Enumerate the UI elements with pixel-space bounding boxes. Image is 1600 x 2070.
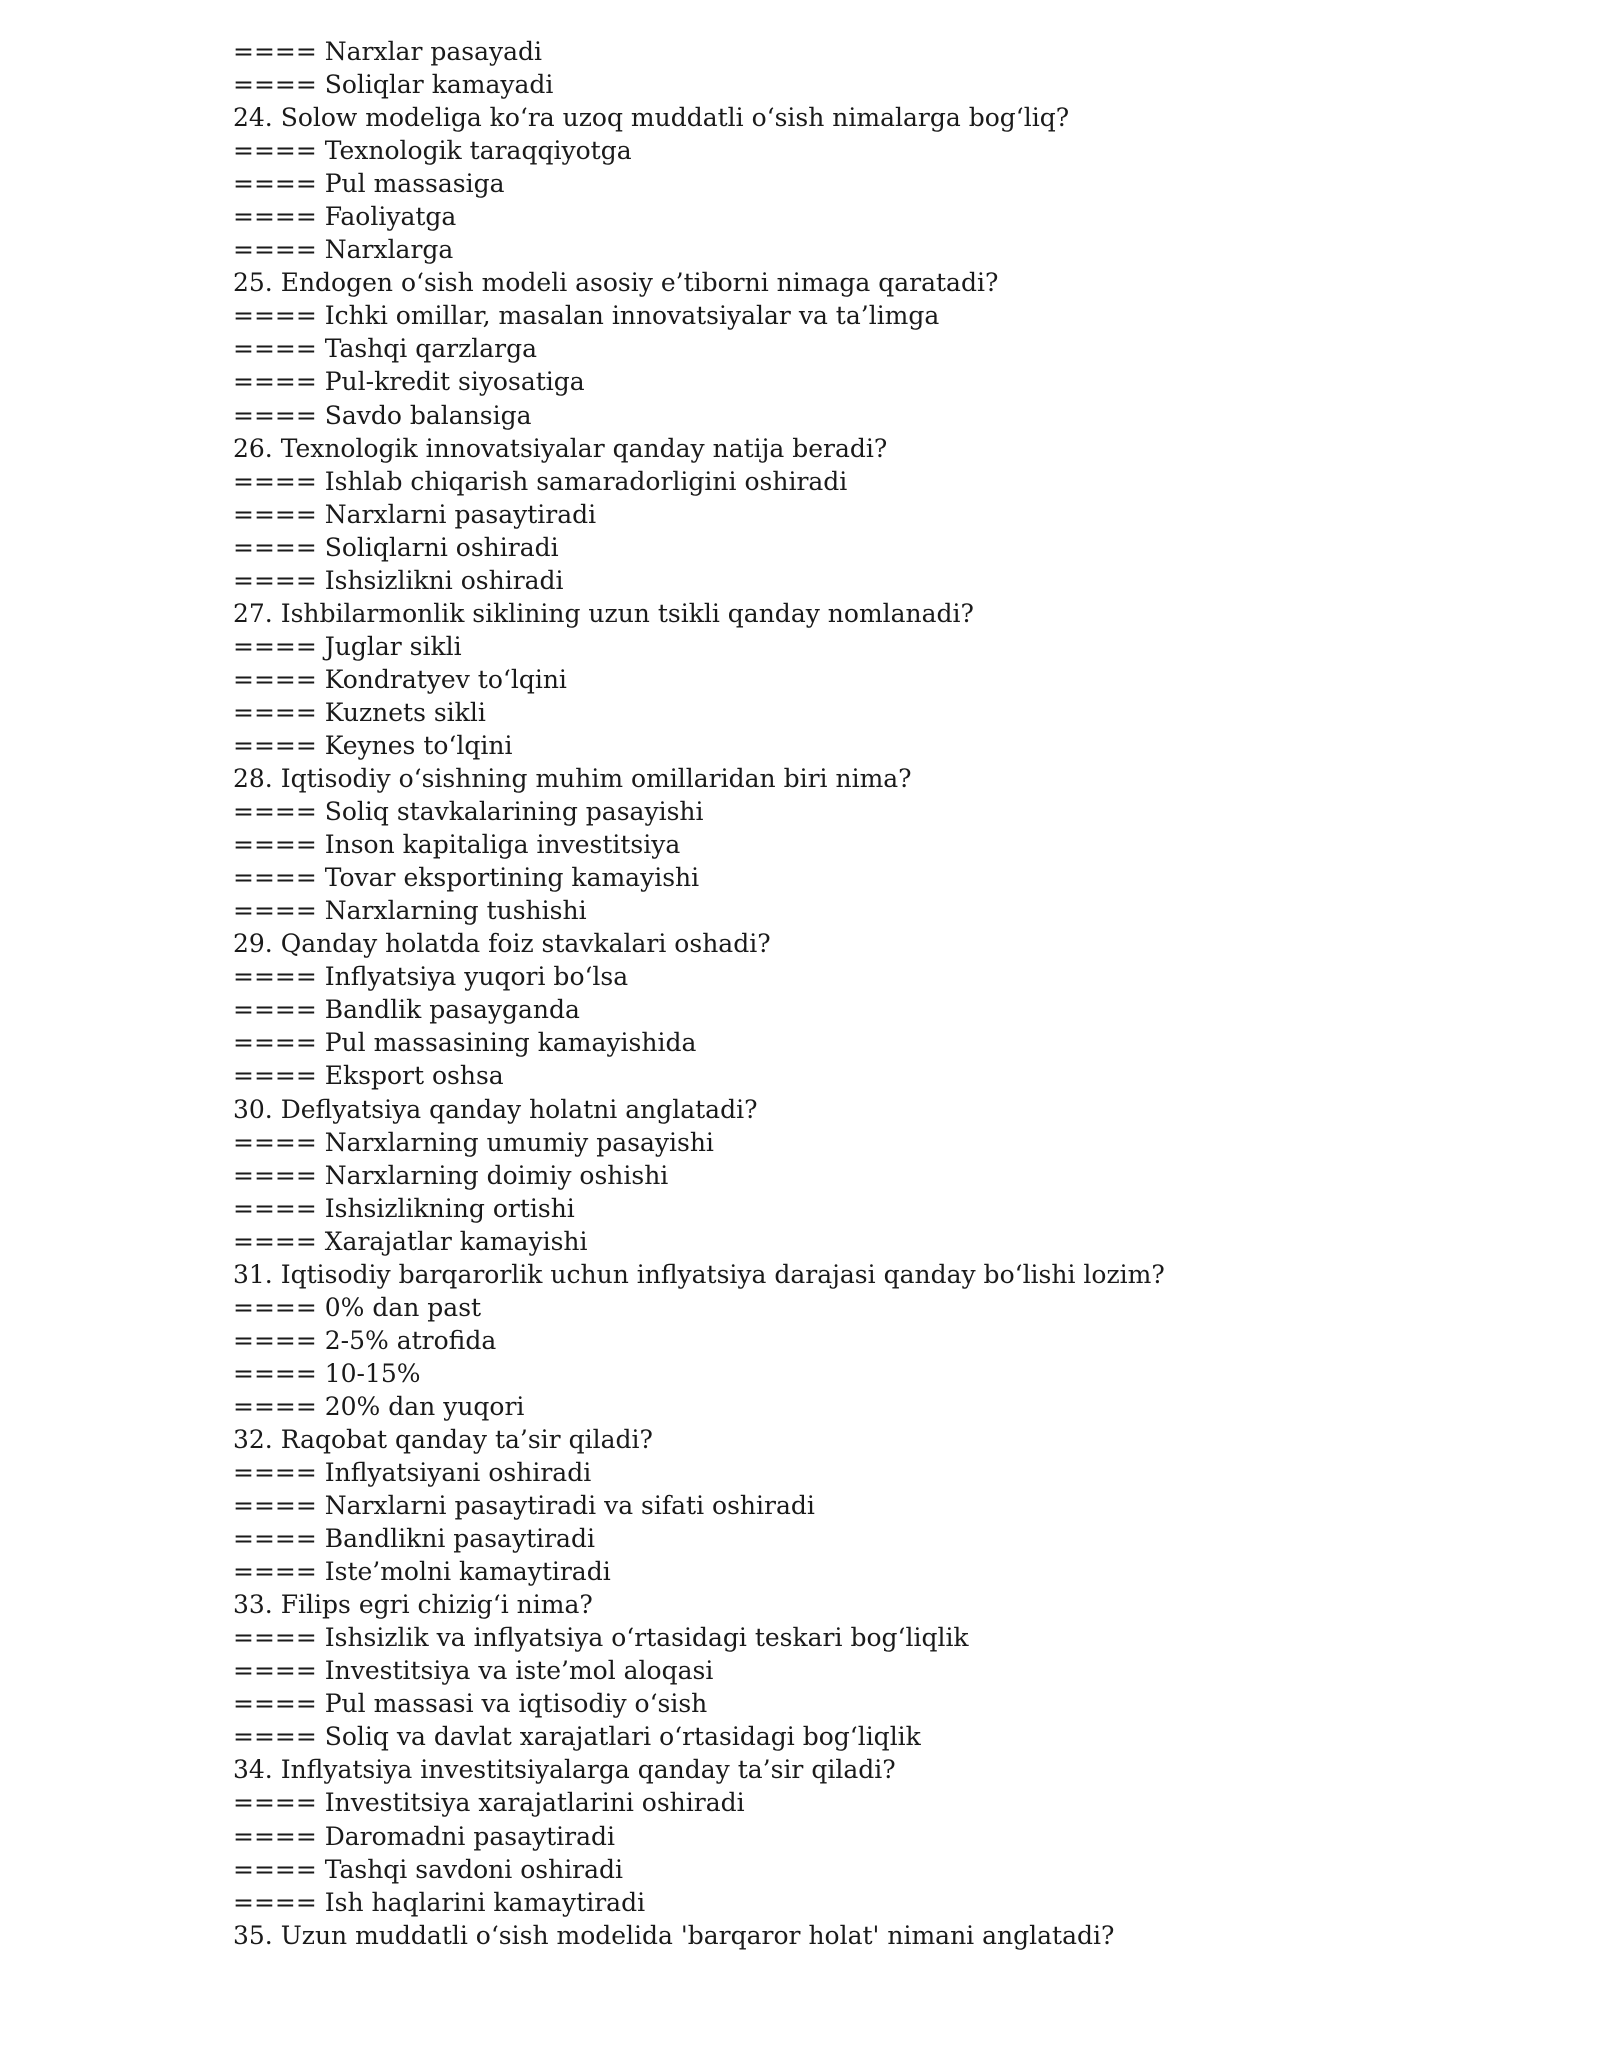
answer-option-line: ==== Narxlarni pasaytiradi va sifati oshiradi	[233, 1491, 815, 1521]
answer-option-line: ==== Narxlarga	[233, 235, 454, 265]
answer-option-line: ==== 20% dan yuqori	[233, 1391, 525, 1421]
question-line: 26. Texnologik innovatsiyalar qanday natija beradi?	[233, 433, 888, 463]
answer-option-line: ==== Soliq va davlat xarajatlari o‘rtasidagi bog‘liqlik	[233, 1722, 921, 1752]
answer-option-line: ==== Ishsizlik va inflyatsiya o‘rtasidagi teskari bog‘liqlik	[233, 1623, 969, 1653]
answer-option-line: ==== Ishsizlikning ortishi	[233, 1193, 575, 1223]
answer-option-line: ==== Ichki omillar, masalan innovatsiyalar va ta’limga	[233, 301, 940, 331]
question-line: 34. Inflyatsiya investitsiyalarga qanday ta’sir qiladi?	[233, 1755, 896, 1785]
question-line: 24. Solow modeliga ko‘ra uzoq muddatli o‘sish nimalarga bog‘liq?	[233, 103, 1070, 133]
answer-option-line: ==== Soliqlar kamayadi	[233, 70, 554, 100]
answer-option-line: ==== Pul massasining kamayishida	[233, 1028, 697, 1058]
question-line: 32. Raqobat qanday ta’sir qiladi?	[233, 1424, 653, 1454]
answer-option-line: ==== Narxlarning tushishi	[233, 896, 587, 926]
answer-option-line: ==== Ishsizlikni oshiradi	[233, 565, 564, 595]
answer-option-line: ==== 10-15%	[233, 1358, 421, 1388]
answer-option-line: ==== Narxlarning umumiy pasayishi	[233, 1127, 714, 1157]
answer-option-line: ==== Kondratyev to‘lqini	[233, 664, 567, 694]
question-line: 27. Ishbilarmonlik siklining uzun tsikli qanday nomlanadi?	[233, 598, 974, 628]
question-line: 29. Qanday holatda foiz stavkalari oshadi?	[233, 929, 771, 959]
answer-option-line: ==== Pul massasiga	[233, 169, 505, 199]
question-line: 31. Iqtisodiy barqarorlik uchun inflyatsiya darajasi qanday bo‘lishi lozim?	[233, 1259, 1165, 1289]
document-page	[233, 35, 1533, 1952]
answer-option-line: ==== Narxlarning doimiy oshishi	[233, 1160, 669, 1190]
answer-option-line: ==== Inflyatsiya yuqori bo‘lsa	[233, 962, 629, 992]
answer-option-line: ==== Juglar sikli	[233, 631, 462, 661]
answer-option-line: ==== Tashqi qarzlarga	[233, 334, 538, 364]
answer-option-line: ==== 2-5% atrofida	[233, 1325, 497, 1355]
answer-option-line: ==== Texnologik taraqqiyotga	[233, 136, 632, 166]
answer-option-line: ==== Narxlar pasayadi	[233, 37, 543, 66]
question-line: 30. Deflyatsiya qanday holatni anglatadi?	[233, 1094, 758, 1124]
answer-option-line: ==== Investitsiya xarajatlarini oshiradi	[233, 1788, 745, 1818]
answer-option-line: ==== Faoliyatga	[233, 202, 457, 232]
question-line: 35. Uzun muddatli o‘sish modelida 'barqaror holat' nimani anglatadi?	[233, 1920, 1115, 1950]
answer-option-line: ==== Inson kapitaliga investitsiya	[233, 830, 681, 860]
answer-option-line: ==== Inflyatsiyani oshiradi	[233, 1458, 592, 1488]
question-line: 25. Endogen o‘sish modeli asosiy e’tiborni nimaga qaratadi?	[233, 268, 999, 298]
answer-option-line: ==== Ishlab chiqarish samaradorligini oshiradi	[233, 466, 848, 496]
answer-option-line: ==== Iste’molni kamaytiradi	[233, 1557, 611, 1587]
answer-option-line: ==== Tashqi savdoni oshiradi	[233, 1854, 624, 1884]
answer-option-line: ==== Keynes to‘lqini	[233, 730, 513, 760]
answer-option-line: ==== Pul-kredit siyosatiga	[233, 367, 585, 397]
answer-option-line: ==== Savdo balansiga	[233, 400, 532, 430]
answer-option-line: ==== Daromadni pasaytiradi	[233, 1821, 616, 1851]
answer-option-line: ==== Investitsiya va iste’mol aloqasi	[233, 1656, 714, 1686]
answer-option-line: ==== Tovar eksportining kamayishi	[233, 863, 700, 893]
answer-option-line: ==== Soliqlarni oshiradi	[233, 532, 559, 562]
answer-option-line: ==== Bandlikni pasaytiradi	[233, 1524, 595, 1554]
answer-option-line: ==== Eksport oshsa	[233, 1061, 504, 1091]
answer-option-line: ==== Narxlarni pasaytiradi	[233, 499, 597, 529]
question-line: 28. Iqtisodiy o‘sishning muhim omillaridan biri nima?	[233, 764, 912, 794]
answer-option-line: ==== Ish haqlarini kamaytiradi	[233, 1887, 646, 1917]
answer-option-line: ==== Xarajatlar kamayishi	[233, 1226, 588, 1256]
answer-option-line: ==== Soliq stavkalarining pasayishi	[233, 797, 704, 827]
answer-option-line: ==== Bandlik pasayganda	[233, 995, 580, 1025]
question-line: 33. Filips egri chizig‘i nima?	[233, 1590, 593, 1620]
answer-option-line: ==== Pul massasi va iqtisodiy o‘sish	[233, 1689, 708, 1719]
answer-option-line: ==== 0% dan past	[233, 1292, 482, 1322]
answer-option-line: ==== Kuznets sikli	[233, 697, 486, 727]
